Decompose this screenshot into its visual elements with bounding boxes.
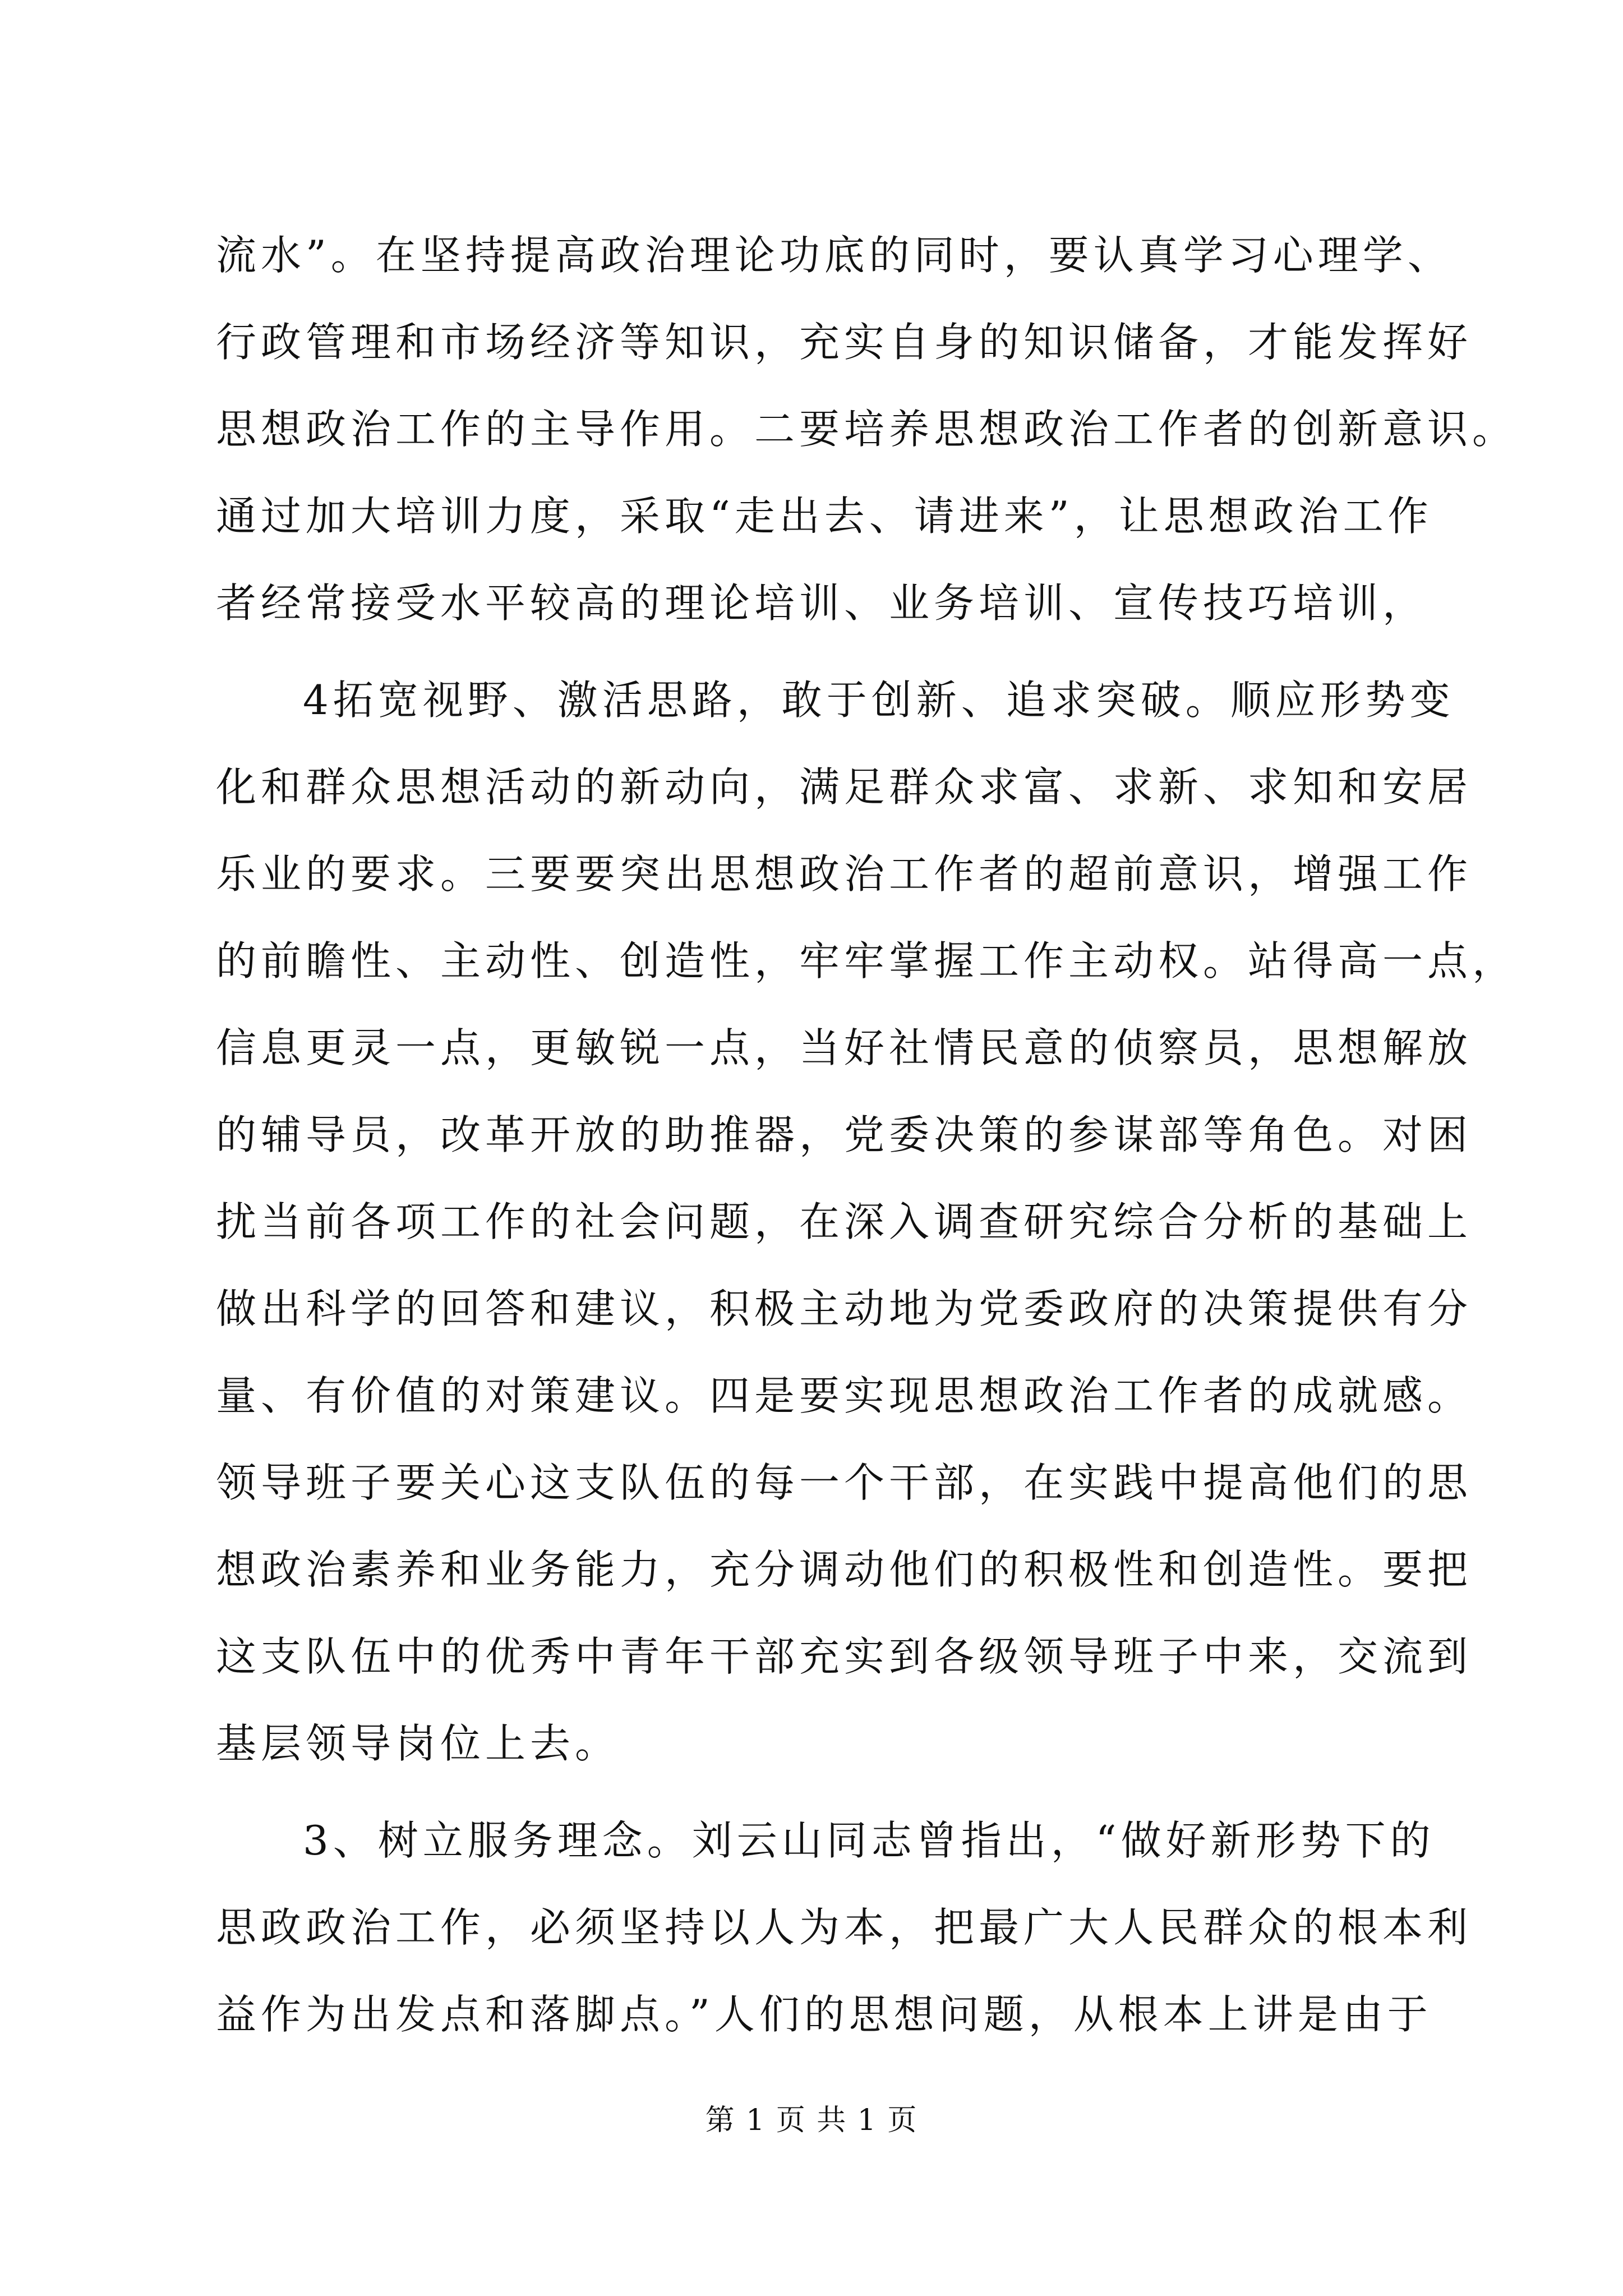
text-line: 这支队伍中的优秀中青年干部充实到各级领导班子中来，交流到 bbox=[216, 1633, 1473, 1680]
text-line: 量、有价值的对策建议。四是要实现思想政治工作者的成就感。 bbox=[216, 1372, 1473, 1419]
text-line: 流水”。在坚持提高政治理论功底的同时，要认真学习心理学、 bbox=[216, 232, 1453, 279]
paragraph-first-line: 4拓宽视野、激活思路，敢于创新、追求突破。顺应形势变 bbox=[303, 677, 1455, 724]
text-line: 者经常接受水平较高的理论培训、业务培训、宣传技巧培训， bbox=[216, 579, 1428, 627]
text-line: 行政管理和市场经济等知识，充实自身的知识储备，才能发挥好 bbox=[216, 319, 1473, 366]
text-line: 思想政治工作的主导作用。二要培养思想政治工作者的创新意识。 bbox=[216, 406, 1518, 453]
text-line: 思政政治工作，必须坚持以人为本，把最广大人民群众的根本利 bbox=[216, 1904, 1473, 1951]
text-line: 领导班子要关心这支队伍的每一个干部，在实践中提高他们的思 bbox=[216, 1459, 1473, 1506]
text-line: 的前瞻性、主动性、创造性，牢牢掌握工作主动权。站得高一点， bbox=[216, 937, 1518, 984]
text-line: 做出科学的回答和建议，积极主动地为党委政府的决策提供有分 bbox=[216, 1285, 1473, 1332]
text-line: 信息更灵一点，更敏锐一点，当好社情民意的侦察员，思想解放 bbox=[216, 1024, 1473, 1071]
page-footer: 第 1 页 共 1 页 bbox=[705, 2104, 918, 2137]
text-line: 想政治素养和业务能力，充分调动他们的积极性和创造性。要把 bbox=[216, 1546, 1473, 1593]
text-line: 的辅导员，改革开放的助推器，党委决策的参谋部等角色。对困 bbox=[216, 1111, 1473, 1158]
body-text bbox=[216, 212, 1518, 2058]
text-line: 化和群众思想活动的新动向，满足群众求富、求新、求知和安居 bbox=[216, 763, 1473, 811]
text-line: 基层领导岗位上去。 bbox=[216, 1720, 620, 1767]
text-line: 乐业的要求。三要要突出思想政治工作者的超前意识，增强工作 bbox=[216, 850, 1473, 898]
text-line: 通过加大培训力度，采取“走出去、请进来”，让思想政治工作 bbox=[216, 493, 1433, 540]
text-line: 益作为出发点和落脚点。”人们的思想问题，从根本上讲是由于 bbox=[216, 1991, 1432, 2038]
text-line: 扰当前各项工作的社会问题，在深入调查研究综合分析的基础上 bbox=[216, 1198, 1473, 1245]
paragraph-first-line: 3、树立服务理念。刘云山同志曾指出，“做好新形势下的 bbox=[303, 1817, 1435, 1864]
